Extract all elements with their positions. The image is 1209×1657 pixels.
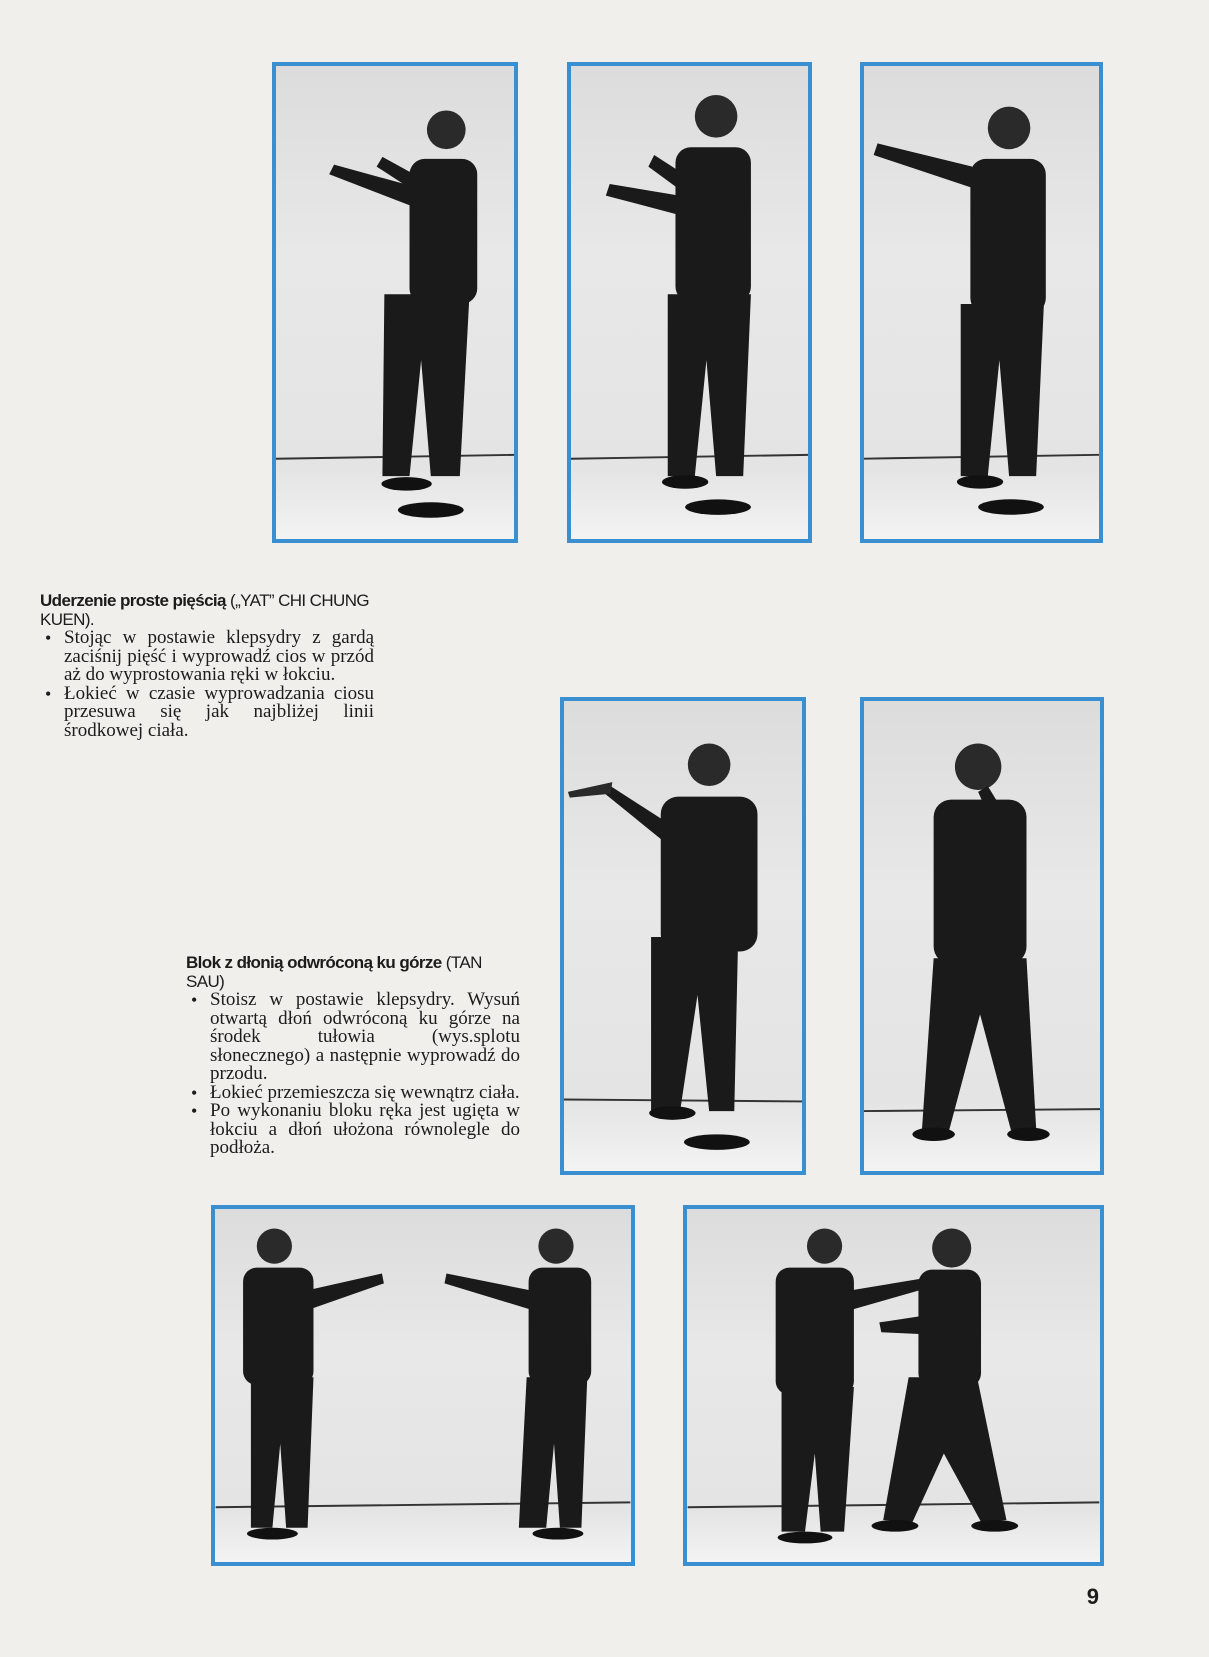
figure-silhouette: [864, 701, 1100, 1171]
two-figures: [215, 1209, 631, 1562]
caption-punch: [40, 592, 374, 740]
figure-silhouette: [276, 66, 514, 539]
photo-punch-step-3: [860, 62, 1103, 543]
caption-punch-bullet: • Stojąc w postawie klepsydry z gardą zaciśnij pięść i wyprowadź cios w przód aż do wyprostowania ręki w łokciu.: [40, 629, 374, 685]
photo-tan-sau-front: [860, 697, 1104, 1175]
caption-tan-sau: [186, 954, 520, 1158]
photo-partners-apart: [211, 1205, 635, 1566]
figure-silhouette: [564, 701, 802, 1171]
caption-tan-sau-bullet: • Łokieć przemieszcza się wewnątrz ciała.: [186, 1084, 520, 1103]
photo-tan-sau-side: [560, 697, 806, 1175]
two-figures: [687, 1209, 1100, 1562]
caption-punch-bullet: • Łokieć w czasie wyprowadzania ciosu przesuwa się jak najbliżej linii środkowej ciała.: [40, 685, 374, 741]
figure-silhouette: [864, 66, 1099, 539]
caption-tan-sau-title: Blok z dłonią odwróconą ku górze (TAN SAU): [186, 953, 482, 991]
photo-punch-step-1: [272, 62, 518, 543]
photo-partners-contact: [683, 1205, 1104, 1566]
photo-punch-step-2: [567, 62, 812, 543]
page-number: 9: [1086, 1584, 1099, 1609]
caption-tan-sau-bullet: • Stoisz w postawie klepsydry. Wysuń otwartą dłoń odwróconą ku górze na środek tułowia (wys.splotu słonecznego) a następnie wyprowadź do przodu.: [186, 991, 520, 1084]
figure-silhouette: [571, 66, 808, 539]
caption-punch-title: Uderzenie proste pięścią („YAT” CHI CHUNG KUEN).: [40, 591, 370, 629]
caption-tan-sau-bullet: • Po wykonaniu bloku ręka jest ugięta w łokciu a dłoń ułożona równolegle do podłoża.: [186, 1102, 520, 1158]
